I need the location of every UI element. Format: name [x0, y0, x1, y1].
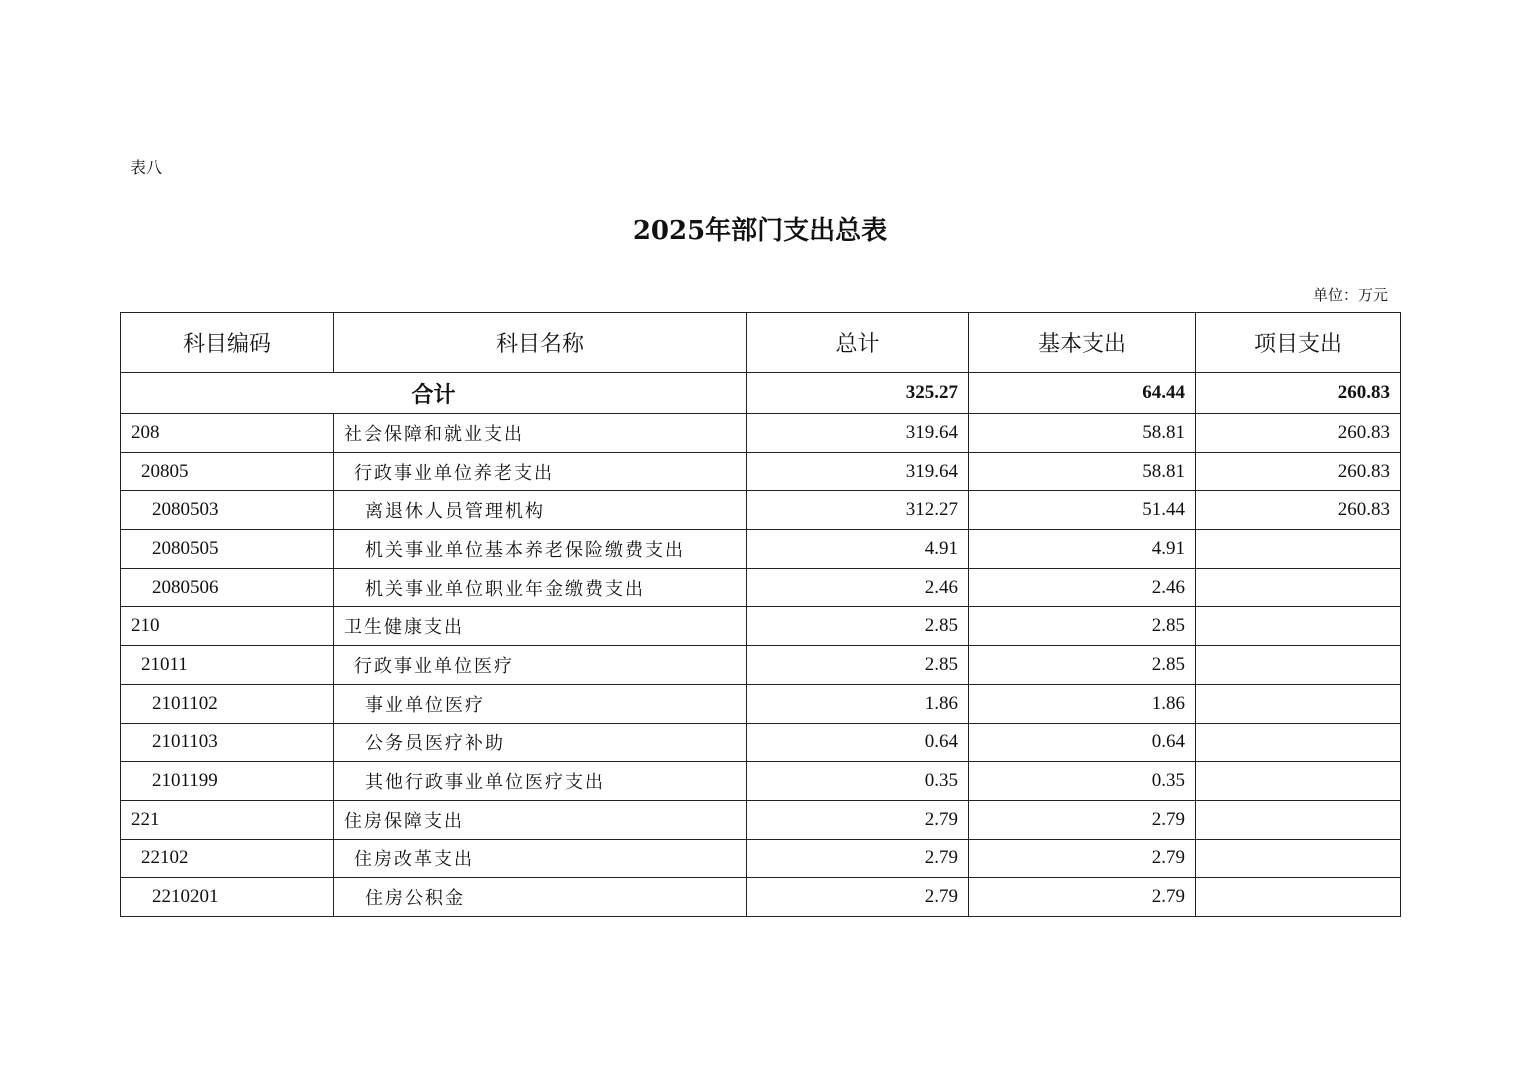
- total-row: [121, 373, 1401, 414]
- basic-expenditure-cell: 4.91: [969, 530, 1196, 569]
- header-total: 总计: [747, 313, 969, 373]
- table-number-label: 表八: [130, 158, 163, 177]
- subject-code-cell: 221: [121, 800, 334, 839]
- project-expenditure-cell: 260.83: [1196, 452, 1401, 491]
- total-cell: 2.79: [747, 800, 969, 839]
- subject-name-cell: 住房保障支出: [334, 800, 747, 839]
- basic-expenditure-cell: 2.79: [969, 839, 1196, 878]
- table-row: [121, 762, 1401, 801]
- project-expenditure-cell: 260.83: [1196, 491, 1401, 530]
- project-expenditure-cell: [1196, 762, 1401, 801]
- table-row: [121, 684, 1401, 723]
- subject-name-cell: 离退休人员管理机构: [334, 491, 747, 530]
- project-expenditure-cell: [1196, 646, 1401, 685]
- total-cell: 2.85: [747, 607, 969, 646]
- total-cell: 319.64: [747, 452, 969, 491]
- basic-expenditure-cell: 2.79: [969, 800, 1196, 839]
- subject-name-cell: 其他行政事业单位医疗支出: [334, 762, 747, 801]
- total-sum: 325.27: [747, 373, 969, 414]
- total-cell: 0.64: [747, 723, 969, 762]
- subject-name-cell: 住房改革支出: [334, 839, 747, 878]
- header-subject-name: 科目名称: [334, 313, 747, 373]
- basic-expenditure-cell: 0.64: [969, 723, 1196, 762]
- subject-code-cell: 22102: [121, 839, 334, 878]
- basic-expenditure-cell: 2.85: [969, 646, 1196, 685]
- basic-expenditure-cell: 1.86: [969, 684, 1196, 723]
- subject-name-cell: 住房公积金: [334, 878, 747, 917]
- table-row: [121, 491, 1401, 530]
- subject-name-cell: 社会保障和就业支出: [334, 414, 747, 453]
- table-row: [121, 607, 1401, 646]
- basic-expenditure-cell: 58.81: [969, 452, 1196, 491]
- subject-code-cell: 2080506: [121, 568, 334, 607]
- table-row: [121, 878, 1401, 917]
- table-row: [121, 414, 1401, 453]
- table-row: [121, 839, 1401, 878]
- subject-name-cell: 机关事业单位基本养老保险缴费支出: [334, 530, 747, 569]
- subject-name-cell: 卫生健康支出: [334, 607, 747, 646]
- basic-expenditure-cell: 2.85: [969, 607, 1196, 646]
- table-row: [121, 530, 1401, 569]
- table-row: [121, 800, 1401, 839]
- header-basic-expenditure: 基本支出: [969, 313, 1196, 373]
- total-cell: 2.79: [747, 839, 969, 878]
- table-row: [121, 452, 1401, 491]
- project-expenditure-cell: [1196, 800, 1401, 839]
- total-cell: 2.85: [747, 646, 969, 685]
- subject-code-cell: 2080503: [121, 491, 334, 530]
- project-expenditure-cell: [1196, 839, 1401, 878]
- subject-name-cell: 公务员医疗补助: [334, 723, 747, 762]
- total-cell: 4.91: [747, 530, 969, 569]
- header-row: [121, 313, 1401, 373]
- subject-code-cell: 2101199: [121, 762, 334, 801]
- expenditure-table: [120, 312, 1401, 917]
- basic-expenditure-cell: 2.79: [969, 878, 1196, 917]
- table-header: [121, 313, 1401, 373]
- basic-expenditure-cell: 0.35: [969, 762, 1196, 801]
- total-label: 合计: [121, 373, 747, 414]
- subject-name-cell: 事业单位医疗: [334, 684, 747, 723]
- table-row: [121, 723, 1401, 762]
- page-title: 2025年部门支出总表: [632, 216, 888, 246]
- total-project: 260.83: [1196, 373, 1401, 414]
- subject-code-cell: 210: [121, 607, 334, 646]
- project-expenditure-cell: [1196, 530, 1401, 569]
- project-expenditure-cell: [1196, 607, 1401, 646]
- subject-code-cell: 2210201: [121, 878, 334, 917]
- table-row: [121, 568, 1401, 607]
- subject-code-cell: 208: [121, 414, 334, 453]
- total-cell: 2.79: [747, 878, 969, 917]
- unit-label: 单位：万元: [1312, 286, 1388, 304]
- subject-name-cell: 机关事业单位职业年金缴费支出: [334, 568, 747, 607]
- project-expenditure-cell: [1196, 723, 1401, 762]
- total-cell: 312.27: [747, 491, 969, 530]
- subject-code-cell: 2101103: [121, 723, 334, 762]
- header-project-expenditure: 项目支出: [1196, 313, 1401, 373]
- total-cell: 0.35: [747, 762, 969, 801]
- basic-expenditure-cell: 58.81: [969, 414, 1196, 453]
- basic-expenditure-cell: 2.46: [969, 568, 1196, 607]
- total-cell: 319.64: [747, 414, 969, 453]
- header-subject-code: 科目编码: [121, 313, 334, 373]
- subject-name-cell: 行政事业单位养老支出: [334, 452, 747, 491]
- project-expenditure-cell: [1196, 684, 1401, 723]
- table-body: [121, 373, 1401, 917]
- project-expenditure-cell: [1196, 568, 1401, 607]
- basic-expenditure-cell: 51.44: [969, 491, 1196, 530]
- total-cell: 1.86: [747, 684, 969, 723]
- project-expenditure-cell: 260.83: [1196, 414, 1401, 453]
- table-row: [121, 646, 1401, 685]
- subject-name-cell: 行政事业单位医疗: [334, 646, 747, 685]
- subject-code-cell: 2101102: [121, 684, 334, 723]
- subject-code-cell: 21011: [121, 646, 334, 685]
- subject-code-cell: 20805: [121, 452, 334, 491]
- total-cell: 2.46: [747, 568, 969, 607]
- project-expenditure-cell: [1196, 878, 1401, 917]
- subject-code-cell: 2080505: [121, 530, 334, 569]
- total-basic: 64.44: [969, 373, 1196, 414]
